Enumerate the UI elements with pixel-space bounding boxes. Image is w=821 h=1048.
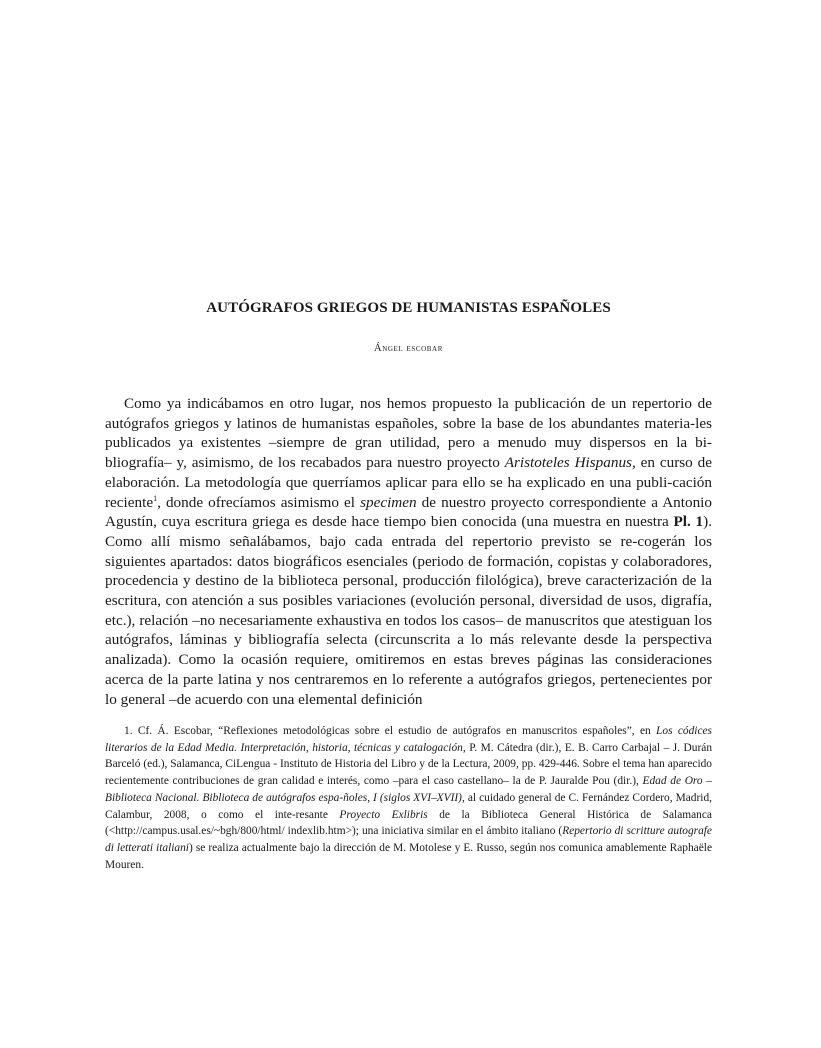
- footnote-text-run: , P. M. Cátedra (dir.), E. B. Carro Carbajal – J. Durán Barceló (ed.), Salamanca, CiLengua - Instituto de Historia del Libro y de la Lectura, 2009, pp. 429-446. Sobre el tema han aparecido recientemente contribuciones de gran calidad e interés, como –para el caso castellano– la de P. Jauralde Pou (dir.),: [105, 741, 713, 788]
- footnote-italic-title: Edad de Oro – Biblioteca Nacional. Biblioteca de autógrafos espa-ñoles, I (siglos XVI–XVII): [105, 775, 713, 804]
- italic-title-aristoteles: Aristoteles Hispanus,: [504, 454, 636, 472]
- italic-specimen: specimen: [360, 493, 417, 511]
- footnote-text-run: , al cuidado general de C. Fernández Cordero, Madrid, Calambur, 2008, o como el inte-resante: [105, 791, 712, 821]
- footnote-1: [105, 723, 712, 873]
- footnote-text-run: de la Biblioteca General Histórica de Salamanca (<http://campus.usal.es/~bgh/800/html/ indexlib.htm>); una iniciativa similar en el ámbito italiano (: [105, 808, 712, 838]
- body-text-run: ). Como allí mismo señalábamos, bajo cada entrada del repertorio previsto se re-cogerán los siguientes apartados: datos biográficos esenciales (periodo de formación, copistas y colaboradores, procedencia y destino de la biblioteca personal, producción filológica), breve caracterización de la escritura, con atención a sus posibles variaciones (evolución personal, diversidad de usos, digrafía, etc.), relación –no necesariamente exhaustiva en todos los casos– de manuscritos que atestiguan los autógrafos, láminas y bibliografía selecta (circunscrita a lo más relevante desde la perspectiva analizada). Como la ocasión requiere, omitiremos en estas breves páginas las consideraciones acerca de la parte latina y nos centraremos en lo referente a autógrafos griegos, pertenecientes por lo general –de acuerdo con una elemental definición: [105, 513, 712, 708]
- footnote-text-run: ) se realiza actualmente bajo la dirección de M. Motolese y E. Russo, según nos comunica amablemente Raphaële Mouren.: [105, 841, 713, 871]
- plate-reference: Pl. 1: [673, 513, 704, 531]
- body-text-run: Como ya indicábamos en otro lugar, nos hemos propuesto la publicación de un repertorio de autógrafos griegos y latinos de humanistas españoles, sobre la base de los abundantes materia-les publicados ya existentes –siempre de gran utilidad, pero a menudo muy dispersos en la bi-bliografía– y, asimismo, de los recabados para nuestro proyecto: [105, 395, 712, 472]
- footnote-italic-title: Los códices literarios de la Edad Media. Interpretación, historia, técnicas y catalogación: [105, 725, 712, 754]
- body-text-run: , donde ofrecíamos asimismo el: [157, 493, 361, 511]
- article-author: Ángel escobar: [374, 343, 443, 354]
- body-text-run: de nuestro proyecto correspondiente a Antonio Agustín, cuya escritura griega es desde hace tiempo bien conocida (una muestra en nuestra: [105, 493, 712, 531]
- footnote-italic-title: Repertorio di scritture autografe di letterati italiani: [105, 825, 712, 854]
- footnote-reference[interactable]: 1: [153, 493, 158, 503]
- document-page: [105, 0, 712, 1048]
- body-paragraph: [105, 394, 712, 709]
- footnote-text-run: 1. Cf. Á. Escobar, “Reflexiones metodológicas sobre el estudio de autógrafos en manuscritos españoles”, en: [124, 725, 657, 737]
- footnote-italic-title: Proyecto Exlibris: [339, 808, 428, 821]
- body-text-run: en curso de elaboración. La metodología que querríamos aplicar para ello se ha explicado en una publi-cación reciente: [105, 454, 712, 511]
- article-title: AUTÓGRAFOS GRIEGOS DE HUMANISTAS ESPAÑOLES: [206, 300, 611, 316]
